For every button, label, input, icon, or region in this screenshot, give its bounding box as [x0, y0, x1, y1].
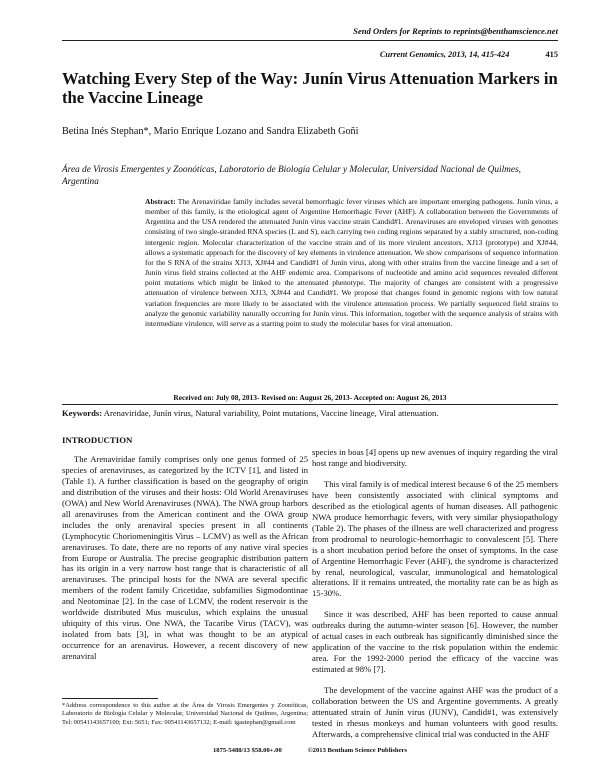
abstract-label: Abstract: [145, 197, 176, 206]
left-column [62, 435, 308, 672]
correspondence-footnote: *Address correspondence to this author at the Área de Virosis Emergentes y Zoonóticas, Laboratorio de Biología Celular y Molecular, Universidad Nacional de Quilmes, Argentina; Tel: 00541143657100; Ext: 5651; Fax: 00541143657132; E-mail: igastephan@gmail.com [62, 702, 308, 726]
page-footer [62, 747, 558, 754]
abstract [145, 197, 558, 329]
intro-paragraph-2: This viral family is of medical interest because 6 of the 25 members have been consistently associated with clinical symptoms and described as the etiological agents of human diseases. All pathogenic NWA produce hemorrhagic fevers, with very similar physiopathology (Table 2). The phases of the illness are well characterized and progress from prodromal to neurologic-hemorrhagic to convalescent [5]. There is a short incubation period before the onset of symptoms. In the case of Argentine Hemorrhagic Fever (AHF), the syndrome is characterized by renal, neurological, vascular, immunological and hematological alterations. If it remains untreated, the mortality rate can be as high as 15-30%. [312, 478, 558, 599]
page-number: 415 [545, 50, 558, 59]
issn-price: 1875-5488/13 $58.00+.00 [212, 747, 282, 754]
intro-paragraph-3: Since it was described, AHF has been reported to cause annual outbreaks during the autumn-winter season [6]. However, the number of actual cases in each outbreak has significantly diminished since the application of the vaccine to the risk population within the endemic area. For the 1992-2000 period the efficacy of the vaccine was estimated at 98% [7]. [312, 609, 558, 675]
intro-paragraph-continued: species in boas [4] opens up new avenues of inquiry regarding the viral host range and biodiversity. [312, 447, 558, 468]
reprint-notice: Send Orders for Reprints to reprints@benthamscience.net [353, 26, 558, 36]
keywords [62, 408, 558, 418]
header-rule [62, 40, 558, 41]
submission-dates: Received on: July 08, 2013- Revised on: August 26, 2013- Accepted on: August 26, 2013 [173, 393, 447, 402]
intro-paragraph-1: The Arenaviridae family comprises only one genus formed of 25 species of arenaviruses, as categorized by the ICTV [1], and listed in (Table 1). A further classification is based on the geography of origin and distribution of the viruses and their hosts: Old World Arenaviruses (OWA) and New World Arenaviruses (NWA). The NWA group harbors all arenaviruses from the American continent and the OWA group includes the only arenaviral species present in all continents (Lymphocytic Choriomeningitis Virus – LCMV) as well as the African arenaviruses. To date, there are no reports of any native viral species from Europe or Australia. The precise geographic distribution pattern has its origin in a very narrow host range that is characteristic of all arenaviruses. The principal hosts for the NWA are several specific members of the rodent family Cricetidae, subfamilies Sigmodontinae and Neotominae [2]. In the case of LCMV, the rodent reservoir is the worldwide distributed Mus musculus, which explains the unusual ubiquity of this virus. One NWA, the Tacaribe Virus (TACV), was isolated from bats [3], in what was thought to be an atypical occurrence for an arenavirus. However, a recent discovery of new arenaviral [62, 453, 308, 662]
journal-citation: Current Genomics, 2013, 14, 415-424 [379, 50, 510, 59]
section-heading-introduction: INTRODUCTION [62, 435, 133, 445]
article-title: Watching Every Step of the Way: Junín Virus Attenuation Markers in the Vaccine Lineage [62, 69, 558, 107]
abstract-text: The Arenaviridae family includes several hemorrhagic fever viruses which are important emerging pathogens. Junín virus, a member of this family, is the etiological agent of Argentine Hemorrhagic Fever (AHF). A collaboration between the Governments of Argentina and the USA rendered the attenuated Junín virus vaccine strain Candid#1. Arenaviruses are enveloped viruses with genomes consisting of two single-stranded RNA species (L and S), each carrying two coding regions separated by a stably structured, non-coding intergenic region. Molecular characterization of the vaccine strain and of its more virulent ancestors, XJ13 (prototype) and XJ#44, allows a systematic approach for the discovery of key elements in virulence attenuation. We show comparisons of sequence information for the S RNA of the strains XJ13, XJ#44 and Candid#1 of Junín virus, along with other strains from the vaccine lineage and a set of Junín virus field strains collected at the AHF endemic area. Comparisons of nucleotide and amino acid sequences revealed different point mutations which might be linked to the attenuated phenotype. The majority of changes are consistent with a progressive attenuation of virulence between XJ13, XJ#44 and Candid#1. We propose that changes found in genomic regions with low natural variation frequencies are more likely to be associated with the virulence attenuation process. We partially sequenced field strains to analyze the genomic variability naturally occurring for Junín virus. This information, together with the sequence analysis of strains with intermediate virulence, will serve as a starting point to study the molecular bases for viral attenuation. [145, 197, 558, 328]
dates-rule [62, 404, 558, 405]
affiliation: Área de Virosis Emergentes y Zoonóticas, Laboratorio de Biología Celular y Molecular, Universidad Nacional de Quilmes, Argentina [62, 165, 521, 187]
keywords-text: Arenaviridae, Junín virus, Natural variability, Point mutations, Vaccine lineage, Viral attenuation. [103, 408, 439, 418]
intro-paragraph-4: The development of the vaccine against AHF was the product of a collaboration between the US and Argentine governments. A greatly attenuated strain of Junín virus (JUNV), Candid#1, was extensively tested in rhesus monkeys and human volunteers with good results. Afterwards, a comprehensive clinical trial was conducted in the AHF [312, 685, 558, 739]
authors: Betina Inés Stephan*, Mario Enrique Lozano and Sandra Elizabeth Goñi [62, 126, 359, 137]
keywords-label: Keywords: [62, 408, 103, 418]
right-column [312, 447, 558, 750]
copyright: ©2013 Bentham Science Publishers [307, 747, 408, 754]
footnote-rule [62, 698, 158, 699]
journal-header [62, 50, 558, 59]
